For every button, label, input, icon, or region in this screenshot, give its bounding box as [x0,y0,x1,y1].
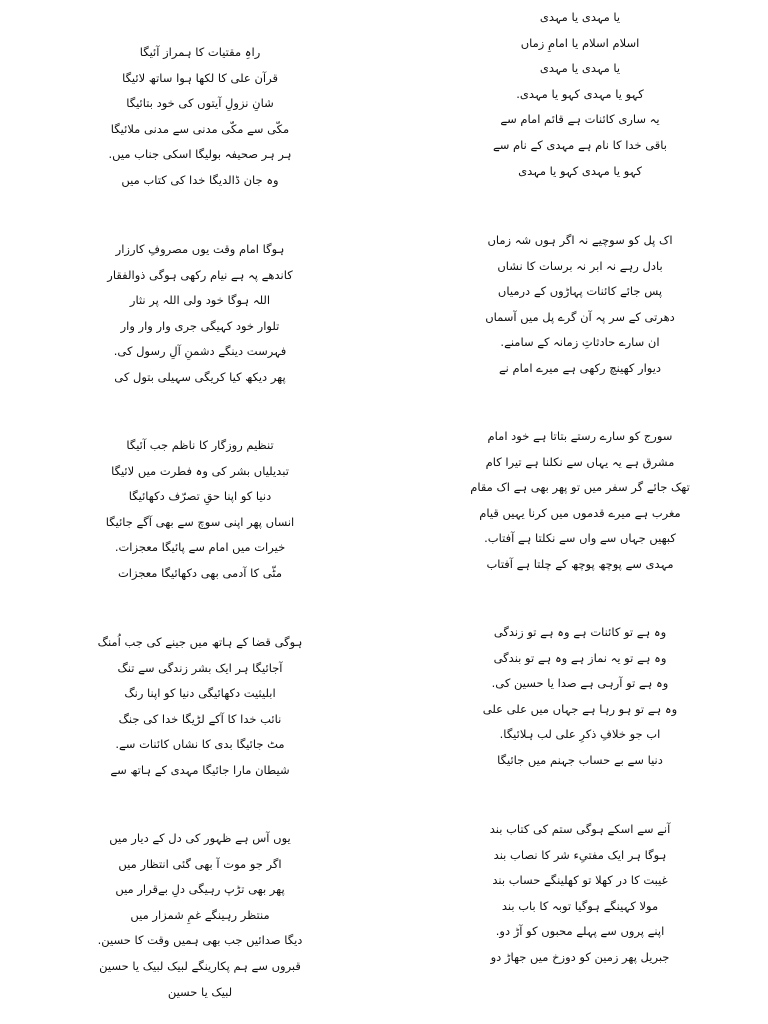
verse-line: پھر بھی تڑپ رہیگی دلِ بےقرار میں [115,882,285,897]
verse-line: دھرتی کے سر پہ آن گرے پل میں آسماں [485,309,675,324]
verse-line: شیطان مارا جائیگا مہدی کے ہاتھ سے [110,762,290,777]
verse-line: اگر جو موت آ بھی گئی انتظار میں [118,856,282,871]
verse-line: مغرب ہے میرے قدموں میں کرنا یہیں قیام [479,505,681,520]
verse-line: مٹّی کا آدمی بھی دکھائیگا معجزات [117,565,283,580]
stanza-1 [410,5,750,184]
verse-line: کاندھے پہ ہے نیام رکھی ہوگی ذوالفقار [107,267,293,282]
verse-line: یوں آس ہے ظہور کی دل کے دیار میں [109,831,291,845]
verse-line: ابلیثیت دکھائیگی دنیا کو اپنا رنگ [124,686,276,701]
verse-line: مشرق ہے یہ یہاں سے نکلنا ہے تیرا کام [485,454,675,469]
verse-line: اسلام اسلام یا امامِ زماں [520,35,640,50]
verse-line: اک پل کو سوچیے نہ اگر ہوں شہ زماں [487,233,673,247]
verse-line: باقی خدا کا نام ہے مہدی کے نام سے [493,137,667,152]
verse-line: بادل رہے نہ ابر نہ برسات کا نشاں [497,258,663,273]
verse-line: اب جو خلافِ ذکرِ علی لب ہلائیگا. [499,727,661,742]
verse-line: فہرست دینگے دشمنِ آلِ رسول کی. [113,344,287,359]
verse-line: دیوار کھینچ رکھی ہے میرے امام نے [498,360,662,375]
stanza-7 [410,620,750,774]
verse-line: یہ ساری کائنات ہے قائم امام سے [500,112,660,127]
verse-line: ہوگا ہر ایک مفتیِء شر کا نصاب بند [493,847,667,862]
stanza-3 [410,228,750,382]
verse-line: یا مہدی یا مہدی [539,61,621,76]
verse-line: کہو یا مہدی کہو یا مہدی. [516,86,644,101]
verse-line: ہوگا امام وقت یوں مصروفِ کارزار [115,242,285,256]
verse-line: تلوار خود کہیگی جری وار وار وار [120,318,280,333]
verse-line: اللہ ہوگا خود ولی اللہ پر نثار [129,293,271,308]
verse-line: آجائیگا ہر ایک بشر زندگی سے تنگ [117,660,283,675]
verse-line: یا مہدی یا مہدی [539,10,621,24]
verse-line: مٹ جائیگا بدی کا نشاں کائنات سے. [115,737,285,752]
stanza-4 [30,237,370,391]
verse-line: وہ ہے تو ہو رہا ہے جہاں میں علی علی [482,701,678,716]
verse-line: مکّی سے مکّی مدنی سے مدنی ملائیگا [110,121,290,136]
verse-line: ہوگی قضا کے ہاتھ میں جینے کی جب اُمنگ [97,635,303,649]
verse-line: شانِ نزولِ آیتوں کی خود بتائیگا [126,96,274,111]
verse-line: غیبت کا در کھلا تو کھلینگے حساب بند [492,873,668,888]
verse-line: دیگا صدائیں جب بھی ہمیں وقت کا حسین. [97,933,303,948]
verse-line: ان سارے حادثاتِ زمانہ کے سامنے. [500,335,660,350]
verse-line: پھر دیکھ کیا کریگی سہیلی بتول کی [114,369,286,384]
verse-line: کبھیں جہاں سے واں سے نکلتا ہے آفتاب. [484,531,676,546]
verse-line: دنیا سے بے حساب جہنم میں جائیگا [497,752,663,767]
verse-line: منتظر رہینگے غمِ شمزار میں [130,907,270,922]
verse-line: تھک جائے گر سفر میں تو پھر بھی ہے اک مقام [470,480,690,495]
verse-line: اپنے پروں سے پہلے محبوں کو آڑ دو. [495,924,665,939]
stanza-9 [410,817,750,971]
verse-line: خیرات میں امام سے پائیگا معجزات. [114,540,286,555]
verse-line: سورج کو سارے رستے بتاتا ہے خود امام [487,429,673,443]
verse-line: مولا کہینگے ہوگیا توبہ کا باب بند [501,898,659,913]
verse-line: جبریل پھر زمین کو دوزخ میں جھاڑ دو [490,949,670,964]
verse-line: تنظیم روزگار کا ناظم جب آئیگا [126,438,274,452]
verse-line: ہر ہر صحیفہ بولیگا اسکی جناب میں. [108,147,292,162]
stanza-6 [30,433,370,587]
verse-line: انساں پھر اپنی سوچ سے بھی آگے جائیگا [105,514,295,529]
stanza-10 [30,826,370,1005]
verse-line: کہو یا مہدی کہو یا مہدی [518,163,642,178]
verse-line: پس جائے کائنات پہاڑوں کے درمیاں [497,284,663,299]
verse-line: نائب خدا کا آکے لڑیگا خدا کی جنگ [118,711,282,726]
verse-line: وہ جان ڈالدیگا خدا کی کتاب میں [121,172,279,187]
stanza-5 [410,424,750,578]
verse-line: قبروں سے ہم پکارینگے لبیک لبیک یا حسین [99,958,301,973]
verse-line: راہِ مقتیات کا ہمراز آئیگا [139,45,261,59]
stanza-8 [30,630,370,784]
verse-line: آنے سے اسکے ہوگی ستم کی کتاب بند [489,822,671,836]
verse-line: قرآن علی کا لکھا ہوا ساتھ لائیگا [122,70,278,85]
verse-line: لبیک یا حسین [167,984,233,999]
verse-line: وہ ہے تو کائنات ہے وہ ہے تو زندگی [493,625,667,639]
verse-line: وہ ہے تو یہ نماز ہے وہ ہے تو بندگی [493,650,667,665]
verse-line: وہ ہے تو آرہی ہے صدا یا حسین کی. [491,676,669,691]
stanza-2 [30,40,370,194]
verse-line: مہدی سے پوچھ پوچھ کے چلتا ہے آفتاب [486,556,674,571]
verse-line: دنیا کو اپنا حقِ تصرّف دکھائیگا [128,489,272,504]
verse-line: تبدیلیاں بشر کی وہ فطرت میں لائیگا [111,463,289,478]
